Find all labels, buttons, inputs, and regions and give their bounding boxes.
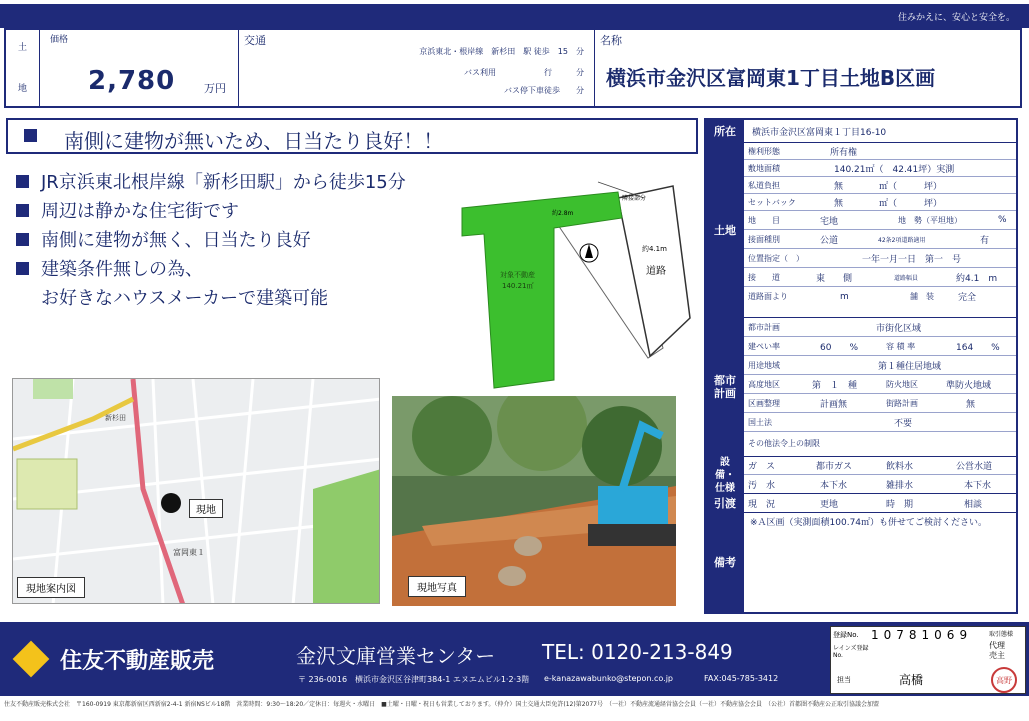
location-label: 所在 [706,120,744,142]
center-name: 金沢文庫営業センター [296,644,496,668]
road-label: 道路 [646,266,666,277]
reg-number: 10781069 [871,628,973,642]
traffic-label: 交通 [244,34,266,47]
green-area [17,459,77,509]
map-district: 富岡東１ [173,548,205,557]
land-label: 土 地 [6,30,40,106]
header-band [0,4,1029,28]
price-value: 2,780 [88,66,176,96]
facility-rows: ガ ス 都市ガス 飲料水 公営水道 汚 水 本下水 雑排水 本下水 [744,457,1016,493]
land-rows: 権利形態 所有権 敷地面積 140.21㎡（ 42.41坪）実測 私道負担 無 ㎡（ 坪） セットバック 無 ㎡（ 坪） 地 目 宅地 地 勢（平坦地） % 接面種別 公道 42条2項道路適用 有 位置指定（ ） 一年一月一日 第一 号 接 道 東 側 道路幅員 約4.1 m 道路面より m 舗 装 完全 [744,143,1016,317]
point-2: 周辺は静かな住宅街です [16,197,456,226]
staff-label: 担当 [837,676,851,684]
points-list [16,168,456,313]
bullet-icon [16,175,29,188]
seal-stamp-icon: 高野 [991,667,1017,693]
address: 〒 236-0016 横浜市金沢区谷津町384-1 エヌエムビル1·2·3階 [298,675,530,684]
land-section-label: 土地 [706,143,744,317]
price-label: 価格 [50,35,69,45]
headline-box [6,118,698,154]
price-unit: 万円 [204,82,226,95]
property-name: 横浜市金沢区富岡東1丁目土地B区画 [606,66,936,90]
reg-label: 登録No. [833,631,859,639]
facility-section-label: 設備・仕様 [706,457,744,493]
map-station: 新杉田 [105,414,126,422]
photo-caption: 現地写真 [408,576,466,597]
lot-label: 対象不動産 [500,271,535,279]
location-value: 横浜市金沢区富岡東１丁目16-10 [752,128,887,138]
bullet-icon [16,233,29,246]
remarks-label: 備考 [706,513,744,612]
site-marker [161,493,181,513]
traffic-line-3: バス停下車徒歩 分 [504,86,584,95]
trade-label: 取引態様 [989,631,1014,638]
urban-section-label: 都市計画 [706,318,744,456]
headline: 南側に建物が無いため、日当たり良好！！ [64,129,444,153]
road-width-label: 約4.1m [642,245,667,253]
lot-plan [458,178,694,390]
fax: FAX:045-785-3412 [704,674,779,683]
target-lot [462,192,622,388]
urban-rows: 都市計画 市街化区域 建ぺい率 60 % 容 積 率 164 % 用途地域 第１種住居地域 高度地区 第 １ 種 防火地区 準防火地域 区画整理 計画無 街路計画 無 国土法 不要 その他法令上の制限 [744,318,1016,456]
company-name: 住友不動産販売 [60,649,215,674]
handover-row: 現 況 更地 時 期 相談 [748,499,983,510]
email[interactable]: e-kanazawabunko@stepon.co.jp [544,674,673,683]
name-label: 名称 [600,34,622,47]
handover-label: 引渡 [706,494,744,512]
map-marker-label: 現地 [189,499,223,518]
point-3: 南側に建物が無く、日当たり良好 [16,226,456,255]
trade-value: 代理 売主 [989,641,1013,660]
traffic-line-2: バス利用 行 分 [464,68,584,77]
excavator-body [598,486,668,526]
top-len-label: 約2.8m [552,210,574,217]
map-caption: 現地案内図 [17,577,85,598]
divider-1 [238,30,239,106]
spec-table [704,118,1018,614]
lot-area: 140.21㎡ [502,282,534,290]
slogan: 住みかえに、安心と安全を。 [897,13,1015,23]
site-photo [392,396,676,606]
area-map [12,378,380,604]
bullet-icon [16,204,29,217]
footer-legal: 住友不動産販売株式会社 〒160-0919 東京都新宿区西新宿2-4-1 新宿NSビル18階 営業時間：9:30～18:20／定休日：毎週火・水曜日 ■土曜・日曜・祝日も営業しております。（仲介）国土交通大臣免許(12)第2077号 （一社）不動産流通経営協会会員（一社）不動産協会会員 （公社）首都圏不動産公正取引協議会加盟 [4,701,879,708]
phone: TEL: 0120-213-849 [542,640,733,664]
side-note: 隣接部分 [622,195,647,202]
traffic-line-1: 京浜東北・根岸線 新杉田 駅 徒歩 15 分 [419,47,584,56]
point-1: JR京浜東北根岸線「新杉田駅」から徒歩15分 [16,168,456,197]
registration-box [830,626,1026,694]
remarks-text: ※Ａ区画（実測面積100.74㎡）も併せてご検討ください。 [750,518,988,528]
staff-name: 高橋 [899,673,924,687]
photo-drawing [392,396,676,606]
top-info [4,28,1022,108]
map-drawing [13,379,380,604]
bullet-icon [16,262,29,275]
reins-label: レインズ登録No. [833,645,869,659]
bullet-icon [24,129,37,142]
divider-2 [594,30,595,106]
park-area [313,469,380,604]
point-4: 建築条件無しの為、 [16,255,456,284]
point-5: お好きなハウスメーカーで建築可能 [41,288,329,309]
